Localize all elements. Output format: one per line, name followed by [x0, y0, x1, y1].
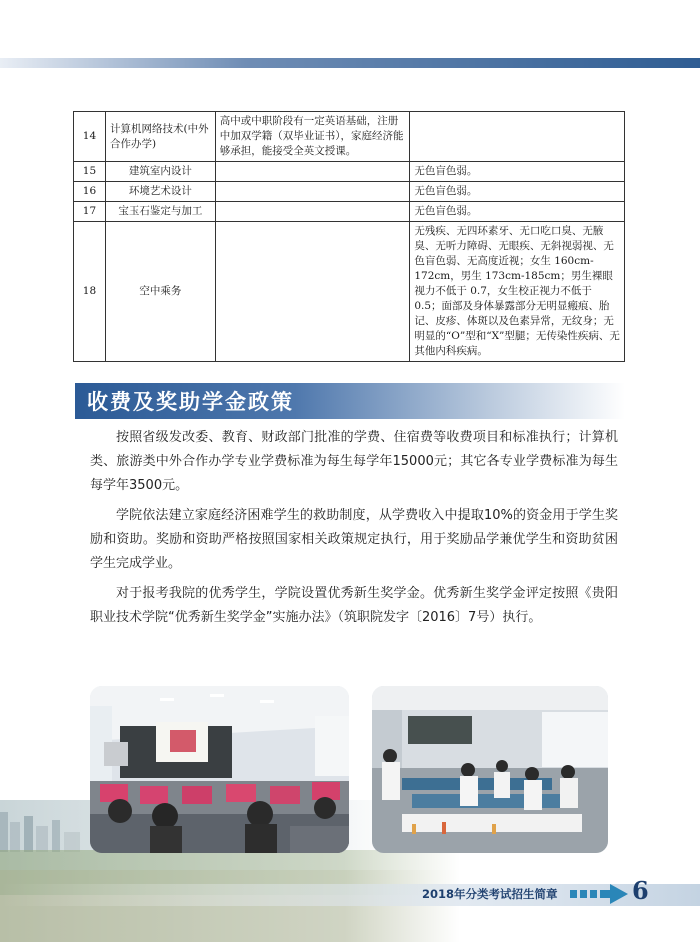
row-number: 17 — [74, 202, 106, 222]
computer-classroom-photo — [90, 686, 349, 853]
policy-text — [90, 426, 618, 636]
health-requirement: 无残疾、无四环素牙、无口吃口臭、无腋臭、无听力障碍、无眼疾、无斜视弱视、无色盲色弱、无高度近视；女生 160cm-172cm，男生 173cm-185cm；男生裸眼视力不低于 0.7，女生校正视力不低于 0.5；面部及身体暴露部分无明显瘢痕、胎记、皮疹、体斑以及色素异常，无纹身；无明显的“O”型和“X”型腿；无传染性疾病、无其他内科疾病。 — [410, 222, 625, 362]
laboratory-photo — [372, 686, 608, 853]
paragraph: 按照省级发改委、教育、财政部门批准的学费、住宿费等收费项目和标准执行；计算机类、旅游类中外合作办学专业学费标准为每生每学年15000元；其它各专业学费标准为每生每学年3500元。 — [90, 430, 618, 493]
major-name: 计算机网络技术(中外合作办学) — [105, 112, 215, 162]
page-number: 6 — [632, 876, 649, 905]
language-requirement — [215, 162, 410, 182]
health-requirement — [410, 112, 625, 162]
health-requirement: 无色盲色弱。 — [410, 202, 625, 222]
section-title: 收费及奖助学金政策 — [87, 390, 294, 414]
health-requirement: 无色盲色弱。 — [410, 162, 625, 182]
section-header — [75, 383, 625, 419]
paragraph: 学院依法建立家庭经济困难学生的救助制度，从学费收入中提取10%的资金用于学生奖励和资助。奖励和资助严格按照国家相关政策规定执行，用于奖励品学兼优学生和资助贫困学生完成学业。 — [90, 508, 618, 571]
table-row — [74, 112, 625, 162]
footer-label: 2018年分类考试招生简章 — [422, 887, 558, 901]
top-decorative-band — [0, 58, 700, 68]
language-requirement — [215, 222, 410, 362]
table-row — [74, 202, 625, 222]
language-requirement — [215, 182, 410, 202]
language-requirement — [215, 202, 410, 222]
row-number: 16 — [74, 182, 106, 202]
arrow-right-icon — [570, 884, 628, 908]
row-number: 15 — [74, 162, 106, 182]
major-name: 宝玉石鉴定与加工 — [105, 202, 215, 222]
table-row — [74, 162, 625, 182]
requirements-table — [73, 111, 625, 362]
major-name: 环境艺术设计 — [105, 182, 215, 202]
language-requirement: 高中或中职阶段有一定英语基础，注册中加双学籍（双毕业证书），家庭经济能够承担，能接受全英文授课。 — [215, 112, 410, 162]
table-row — [74, 182, 625, 202]
health-requirement: 无色盲色弱。 — [410, 182, 625, 202]
major-name: 空中乘务 — [105, 222, 215, 362]
table-row — [74, 222, 625, 362]
paragraph: 对于报考我院的优秀学生，学院设置优秀新生奖学金。优秀新生奖学金评定按照《贵阳职业技术学院“优秀新生奖学金”实施办法》（筑职院发字〔2016〕7号）执行。 — [90, 586, 618, 625]
row-number: 18 — [74, 222, 106, 362]
major-name: 建筑室内设计 — [105, 162, 215, 182]
row-number: 14 — [74, 112, 106, 162]
